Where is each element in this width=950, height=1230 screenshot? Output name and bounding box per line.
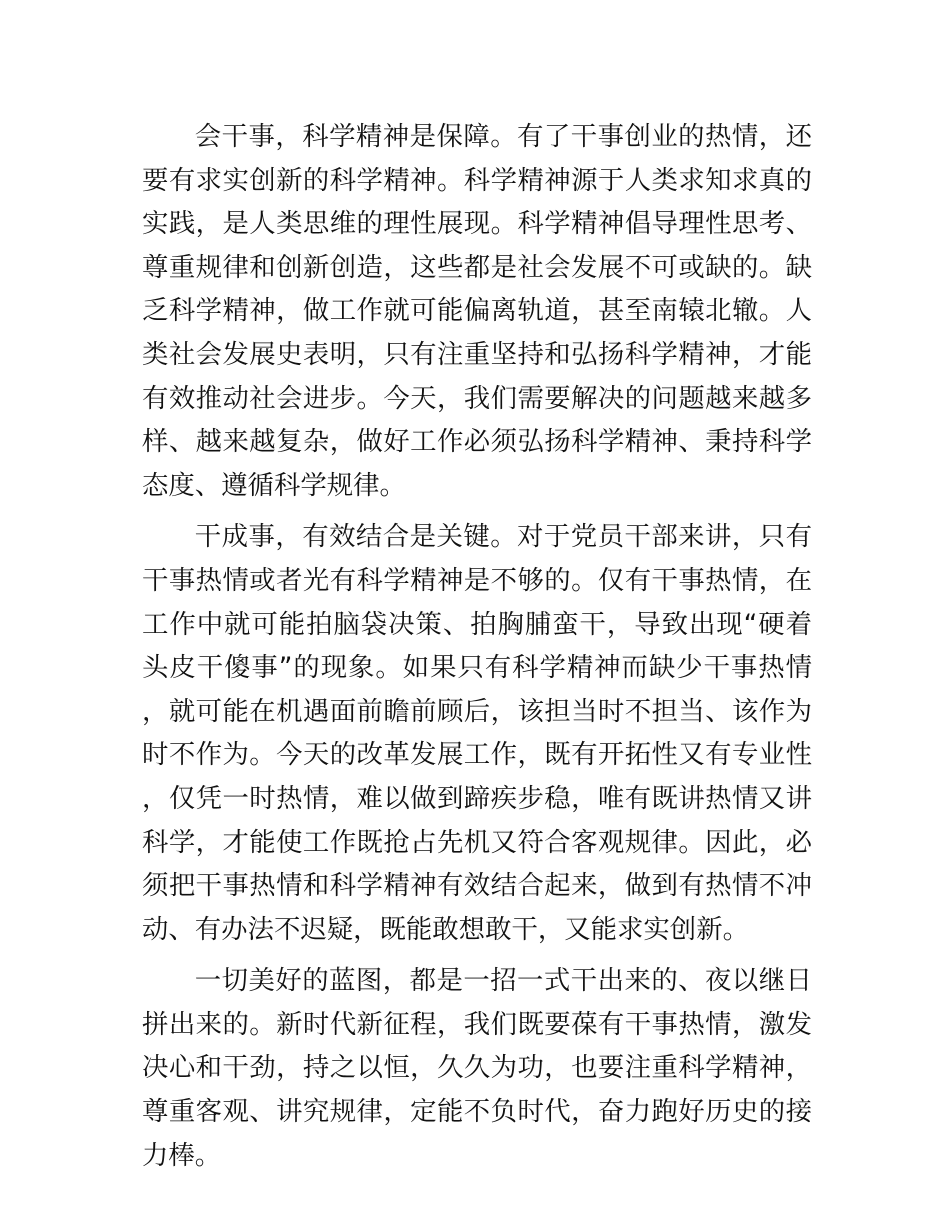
document-page [142,115,812,1185]
paragraph-conclusion: 一切美好的蓝图，都是一招一式干出来的、夜以继日拼出来的。新时代新征程，我们既要葆有干事热情，激发决心和干劲，持之以恒，久久为功，也要注重科学精神，尊重客观、讲究规律，定能不负时代，奋力跑好历史的接力棒。 [142,965,812,1171]
paragraph-effective-combination: 干成事，有效结合是关键。对于党员干部来讲，只有干事热情或者光有科学精神是不够的。仅有干事热情，在工作中就可能拍脑袋决策、拍胸脯蛮干，导致出现“硬着头皮干傻事”的现象。如果只有科学精神而缺少干事热情，就可能在机遇面前瞻前顾后，该担当时不担当、该作为时不作为。今天的改革发展工作，既有开拓性又有专业性，仅凭一时热情，难以做到蹄疾步稳，唯有既讲热情又讲科学，才能使工作既抢占先机又符合客观规律。因此，必须把干事热情和科学精神有效结合起来，做到有热情不冲动、有办法不迟疑，既能敢想敢干，又能求实创新。 [142,521,812,945]
paragraph-scientific-spirit: 会干事，科学精神是保障。有了干事创业的热情，还要有求实创新的科学精神。科学精神源于人类求知求真的实践，是人类思维的理性展现。科学精神倡导理性思考、尊重规律和创新创造，这些都是社会发展不可或缺的。缺乏科学精神，做工作就可能偏离轨道，甚至南辕北辙。人类社会发展史表明，只有注重坚持和弘扬科学精神，才能有效推动社会进步。今天，我们需要解决的问题越来越多样、越来越复杂，做好工作必须弘扬科学精神、秉持科学态度、遵循科学规律。 [142,121,812,501]
